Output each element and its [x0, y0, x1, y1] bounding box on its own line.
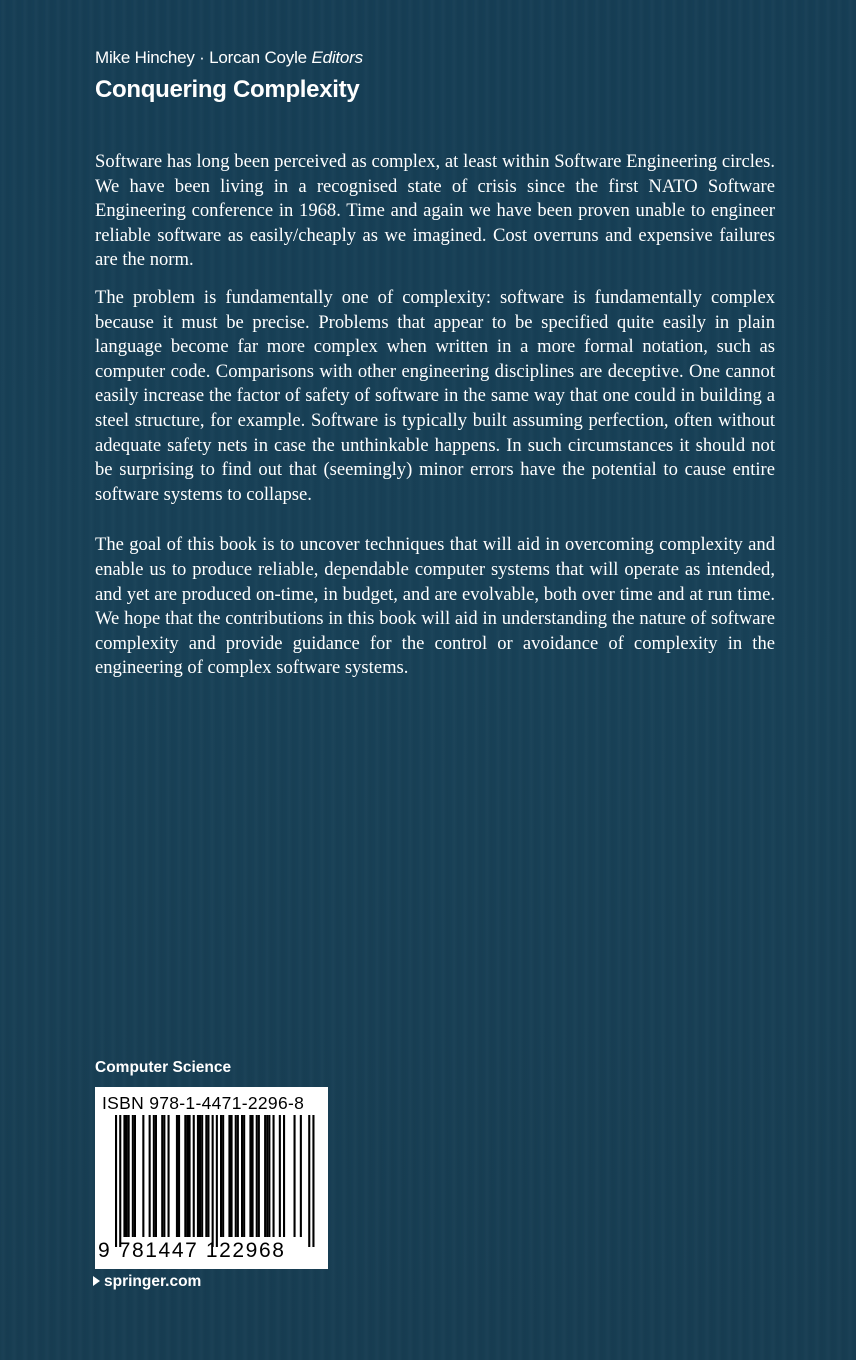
- barcode-bar: [176, 1115, 178, 1237]
- blurb-paragraph-1: Software has long been perceived as complex, at least within Software Engineering circles. We have been living in a recognised state of crisis since the first NATO Software Engineering conference in 1968. Time and again we have been proven unable to engineer reliable software as easily/cheaply as we imagined. Cost overruns and expensive failures are the norm.: [95, 151, 775, 271]
- barcode-bar: [222, 1115, 224, 1237]
- barcode-bar: [273, 1115, 275, 1237]
- barcode-bar: [132, 1115, 134, 1237]
- barcode-guard-bar: [119, 1115, 121, 1247]
- barcode-bar: [197, 1115, 199, 1237]
- barcode-bar: [220, 1115, 222, 1237]
- isbn-barcode: [95, 1087, 328, 1269]
- blurb-paragraph-3: The goal of this book is to uncover techniques that will aid in overcoming complexity and enable us to produce reliable, dependable computer systems that will operate as intended, and yet are produced on-time, in budget, and are evolvable, both over time and at run time. We hope that the contributions in this book will aid in understanding the nature of software complexity and provide guidance for the control or avoidance of complexity in the engineering of complex software systems.: [95, 534, 775, 679]
- barcode-bar: [128, 1115, 130, 1237]
- barcode-bar: [266, 1115, 268, 1237]
- barcode-bar: [252, 1115, 254, 1237]
- isbn-label: ISBN 978-1-4471-2296-8: [102, 1093, 305, 1113]
- barcode-bar: [279, 1115, 281, 1237]
- editors-line: [95, 48, 363, 68]
- barcode-bar: [149, 1115, 151, 1237]
- blurb-paragraph-2: The problem is fundamentally one of complexity: software is fundamentally complex because it must be precise. Problems that appear to be specified quite easily in plain language become far more complex when written in a more formal notation, such as computer code. Comparisons with other engineering disciplines are deceptive. One cannot easily increase the factor of safety of software in the same way that one could in building a steel structure, for example. Software is typically built assuming perfection, often without adequate safety nets in case the unthinkable happens. In such circumstances it should not be surprising to find out that (seemingly) minor errors have the potential to cause entire software systems to collapse.: [95, 286, 775, 505]
- blurb-text: [95, 150, 775, 681]
- barcode-bar: [153, 1115, 155, 1237]
- barcode-bar: [300, 1115, 302, 1237]
- barcode-bar: [264, 1115, 266, 1237]
- barcode-guard-bar: [312, 1115, 314, 1247]
- barcode-bar: [205, 1115, 207, 1237]
- barcode-bar: [189, 1115, 191, 1237]
- barcode-bar: [163, 1115, 165, 1237]
- barcode-bar: [256, 1115, 258, 1237]
- barcode-bar: [237, 1115, 239, 1237]
- barcode-guard-bar: [308, 1115, 310, 1247]
- barcode-guard-bar: [115, 1115, 117, 1247]
- barcode-bar: [193, 1115, 195, 1237]
- barcode-bar: [161, 1115, 163, 1237]
- barcode-bar: [268, 1115, 270, 1237]
- barcode-bar: [243, 1115, 245, 1237]
- book-title: Conquering Complexity: [95, 76, 360, 103]
- arrow-right-icon: [93, 1276, 100, 1286]
- barcode-bar: [258, 1115, 260, 1237]
- barcode-bar: [142, 1115, 144, 1237]
- barcode-bar: [241, 1115, 243, 1237]
- barcode-bar: [155, 1115, 157, 1237]
- barcode-bar: [134, 1115, 136, 1237]
- barcode-bar: [199, 1115, 201, 1237]
- barcode-bar: [283, 1115, 285, 1237]
- barcode-bar: [186, 1115, 188, 1237]
- barcode-bar: [249, 1115, 251, 1237]
- barcode-guard-bar: [216, 1115, 218, 1247]
- barcode-digits: 9 781447 122968: [98, 1239, 286, 1262]
- barcode-bar: [294, 1115, 296, 1237]
- barcode-bar: [231, 1115, 233, 1237]
- publisher-link-text: springer.com: [104, 1273, 202, 1290]
- barcode-bar: [184, 1115, 186, 1237]
- barcode-bar: [201, 1115, 203, 1237]
- barcode-bar: [207, 1115, 209, 1237]
- barcode-bar: [168, 1115, 170, 1237]
- editor-names: Mike Hinchey · Lorcan Coyle: [95, 48, 307, 67]
- barcode-bar: [235, 1115, 237, 1237]
- subject-category: Computer Science: [95, 1059, 232, 1076]
- editors-role: Editors: [311, 48, 363, 67]
- publisher-link[interactable]: [93, 1273, 201, 1291]
- barcode-bar: [228, 1115, 230, 1237]
- barcode-bar: [123, 1115, 125, 1237]
- barcode-bar: [178, 1115, 180, 1237]
- barcode-guard-bar: [212, 1115, 214, 1247]
- barcode-bar: [126, 1115, 128, 1237]
